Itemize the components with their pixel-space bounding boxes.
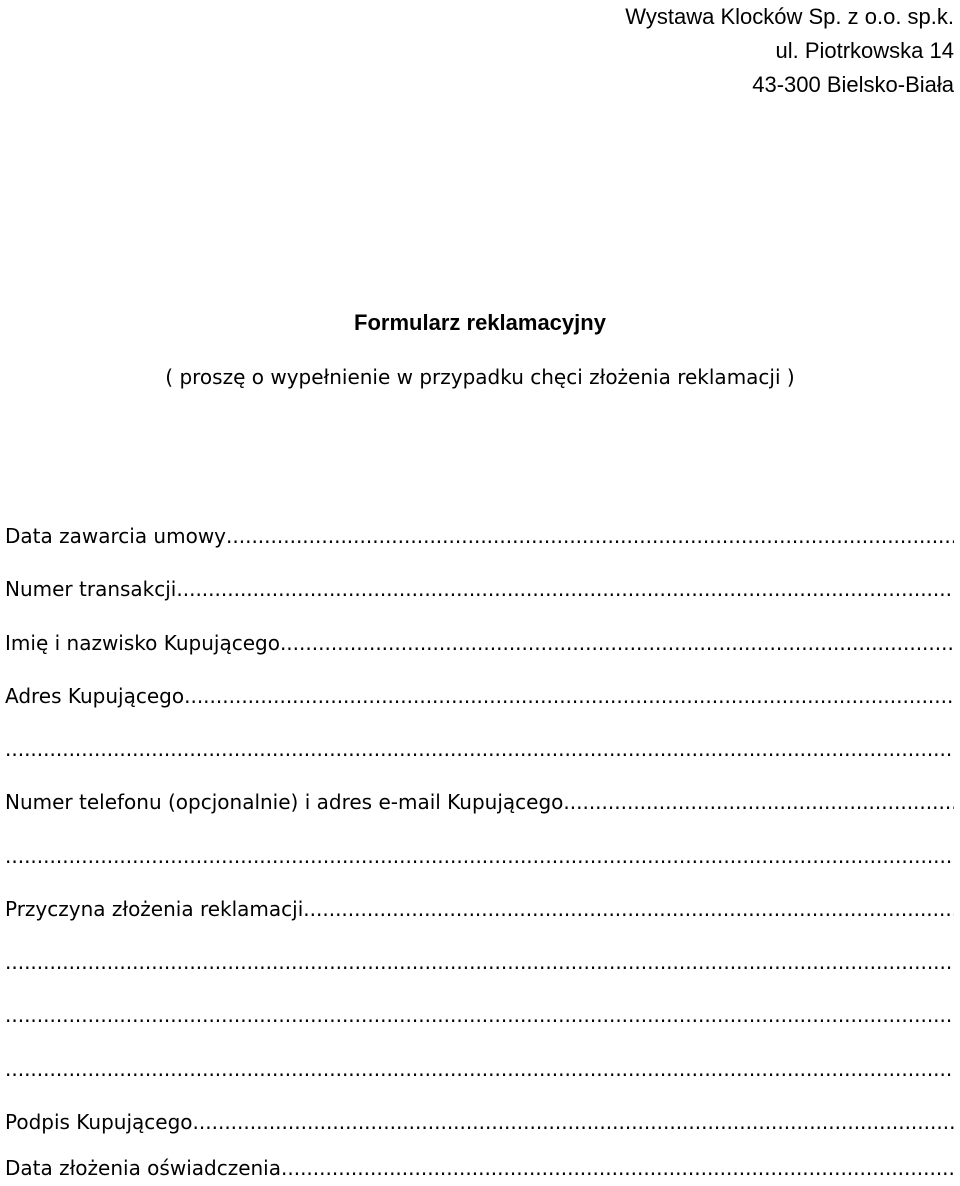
buyer-address-dotted-line-2 bbox=[5, 733, 954, 765]
contract-date-field bbox=[5, 520, 954, 552]
complaint-reason-extra-line-2 bbox=[5, 999, 954, 1031]
contract-date-label: Data zawarcia umowy bbox=[5, 524, 227, 548]
complaint-reason-dotted-line bbox=[303, 893, 954, 925]
complaint-reason-dotted-line-4 bbox=[5, 1053, 954, 1085]
buyer-signature-field bbox=[5, 1106, 954, 1138]
complaint-reason-field bbox=[5, 893, 954, 925]
form-title: Formularz reklamacyjny bbox=[354, 310, 606, 335]
buyer-signature-label: Podpis Kupującego bbox=[5, 1110, 193, 1134]
company-city: 43-300 Bielsko-Biała bbox=[752, 72, 954, 97]
company-name: Wystawa Klocków Sp. z o.o. sp.k. bbox=[625, 4, 954, 29]
buyer-address-label: Adres Kupującego bbox=[5, 684, 185, 708]
contract-date-dotted-line bbox=[226, 520, 954, 552]
buyer-name-dotted-line bbox=[280, 627, 954, 659]
buyer-name-label: Imię i nazwisko Kupującego bbox=[5, 631, 280, 655]
complaint-reason-extra-line-3 bbox=[5, 1053, 954, 1085]
buyer-address-extra-line bbox=[5, 733, 954, 765]
company-address-block bbox=[625, 0, 954, 102]
form-subtitle: ( proszę o wypełnienie w przypadku chęci złożenia reklamacji ) bbox=[165, 365, 795, 389]
buyer-contact-label: Numer telefonu (opcjonalnie) i adres e-mail Kupującego bbox=[5, 790, 564, 814]
buyer-contact-extra-line bbox=[5, 840, 954, 872]
buyer-address-dotted-line bbox=[184, 680, 954, 712]
transaction-number-dotted-line bbox=[176, 573, 954, 605]
buyer-name-field bbox=[5, 627, 954, 659]
transaction-number-field bbox=[5, 573, 954, 605]
statement-date-label: Data złożenia oświadczenia bbox=[5, 1156, 281, 1180]
company-street: ul. Piotrkowska 14 bbox=[775, 38, 954, 63]
buyer-contact-dotted-line-2 bbox=[5, 840, 954, 872]
buyer-contact-dotted-line bbox=[563, 786, 954, 818]
transaction-number-label: Numer transakcji bbox=[5, 577, 177, 601]
complaint-reason-label: Przyczyna złożenia reklamacji bbox=[5, 897, 304, 921]
complaint-reason-dotted-line-2 bbox=[5, 946, 954, 978]
statement-date-dotted-line bbox=[281, 1152, 954, 1184]
buyer-contact-field bbox=[5, 786, 954, 818]
complaint-reason-extra-line-1 bbox=[5, 946, 954, 978]
statement-date-field bbox=[5, 1152, 954, 1184]
buyer-address-field bbox=[5, 680, 954, 712]
complaint-reason-dotted-line-3 bbox=[5, 999, 954, 1031]
buyer-signature-dotted-line bbox=[193, 1106, 954, 1138]
